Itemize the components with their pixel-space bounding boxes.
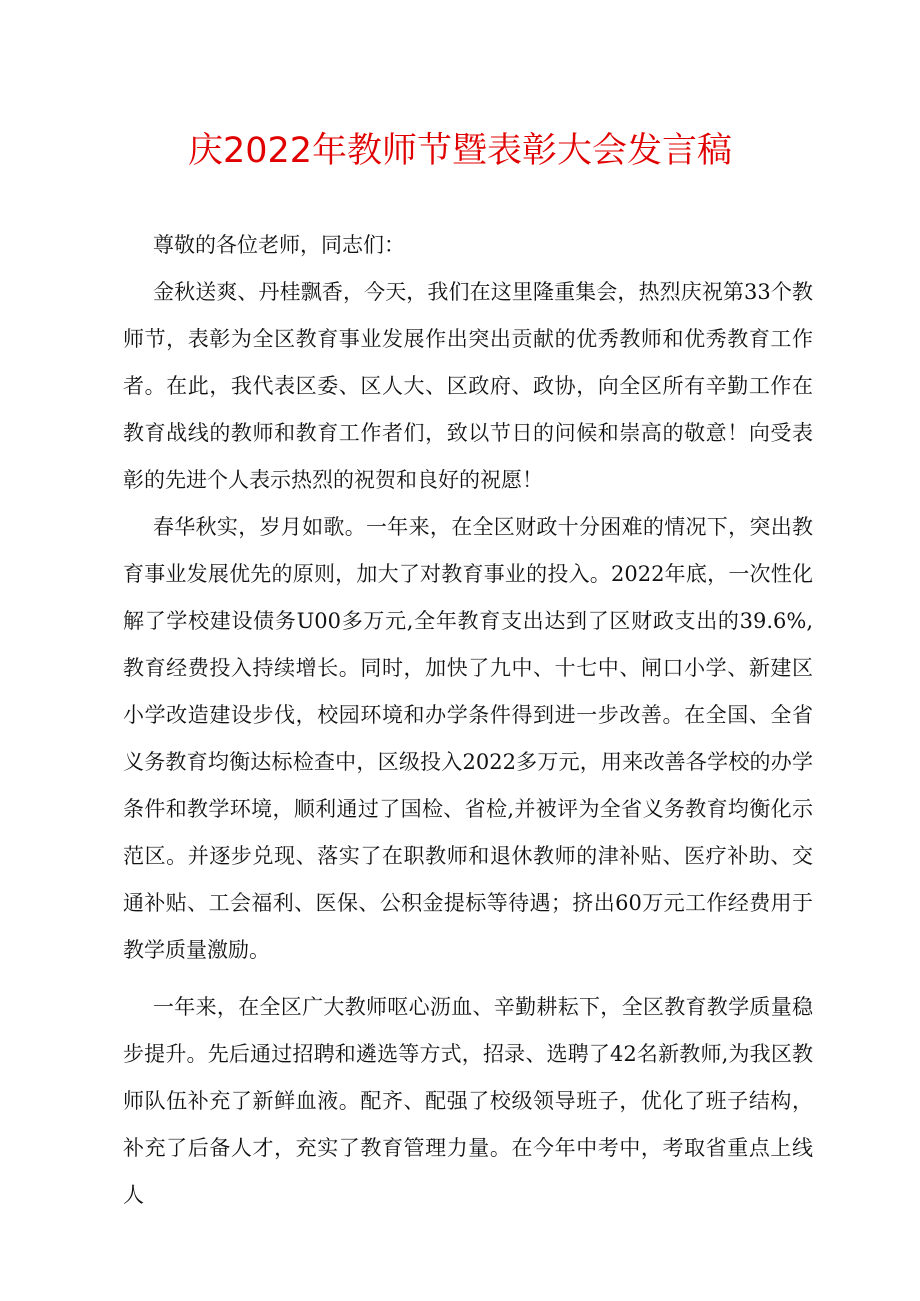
paragraph-quality: 一年来，在全区广大教师呕心沥血、辛勤耕耘下，全区教育教学质量稳步提升。先后通过招聘和遴选等方式，招录、选聘了42名新教师,为我区教师队伍补充了新鲜血液。配齐、配强了校级领导班子，优化了班子结构，补充了后备人才，充实了教育管理力量。在今年中考中，考取省重点上线人: [123, 995, 813, 1207]
salutation: 尊敬的各位老师，同志们：: [153, 233, 405, 257]
paragraph-opening: 金秋送爽、丹桂飘香，今天，我们在这里隆重集会，热烈庆祝第33个教师节，表彰为全区教育事业发展作出突出贡献的优秀教师和优秀教育工作者。在此，我代表区委、区人大、区政府、政协，向全区所有辛勤工作在教育战线的教师和教育工作者们，致以节日的问候和崇高的敬意！向受表彰的先进个人表示热烈的祝贺和良好的祝愿！: [123, 280, 813, 492]
document-title: 庆2022年教师节暨表彰大会发言稿: [187, 131, 733, 171]
paragraph-investment: 春华秋实，岁月如歌。一年来，在全区财政十分困难的情况下，突出教育事业发展优先的原则，加大了对教育事业的投入。2022年底，一次性化解了学校建设债务U00多万元,全年教育支出达到了区财政支出的39.6%,教育经费投入持续增长。同时，加快了九中、十七中、闸口小学、新建区小学改造建设步伐，校园环境和办学条件得到进一步改善。在全国、全省义务教育均衡达标检查中，区级投入2022多万元，用来改善各学校的办学条件和教学环境，顺利通过了国检、省检,并被评为全省义务教育均衡化示范区。并逐步兑现、落实了在职教师和退休教师的津补贴、医疗补助、交通补贴、工会福利、医保、公积金提标等待遇；挤出60万元工作经费用于教学质量激励。: [123, 515, 813, 962]
document-body: [123, 222, 813, 1219]
